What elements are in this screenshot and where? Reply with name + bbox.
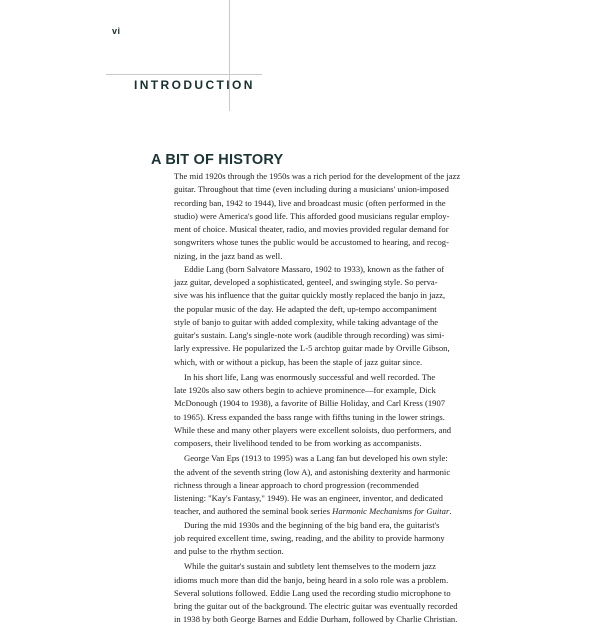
text-line: George Van Eps (1913 to 1995) was a Lang fan but developed his own style: (184, 453, 448, 464)
section-heading: A BIT OF HISTORY (151, 152, 284, 168)
paragraph (174, 170, 464, 263)
text-line: During the mid 1930s and the beginning of the big band era, the guitarist's (184, 519, 440, 530)
text-line: The mid 1920s through the 1950s was a rich period for the development of the jazz (174, 171, 461, 181)
text-segment: . (449, 506, 452, 517)
text-line: Several solutions followed. Eddie Lang used the recording studio microphone to (174, 587, 451, 598)
text-line: to 1965). Kress expanded the bass range with fifths tuning in the lower strings. (174, 411, 445, 422)
text-line: and pulse to the rhythm section. (174, 546, 284, 556)
book-title: Harmonic Mechanisms for Guitar (332, 506, 450, 517)
text-line: While the guitar's sustain and subtlety lent themselves to the modern jazz (184, 561, 436, 572)
text-line: larly expressive. He popularized the L-5 archtop guitar made by Orville Gibson, (174, 343, 450, 354)
text-line: guitar's sustain. Lang's single-note work (audible through recording) was simi- (174, 330, 445, 340)
paragraph (174, 263, 464, 369)
header-vertical-rule (229, 0, 230, 111)
chapter-title: INTRODUCTION (134, 78, 255, 92)
text-line: composers, their livelihood tended to be from working as accompanists. (174, 438, 422, 448)
text-line: in 1938 by both George Barnes and Eddie Durham, followed by Charlie Christian. (174, 614, 458, 625)
text-line: late 1920s also saw others begin to achieve prominence—for example, Dick (174, 385, 436, 395)
header-horizontal-rule (106, 74, 262, 75)
text-line: studio) were America's good life. This afforded good musicians regular employ- (174, 210, 450, 221)
text-line: the advent of the seventh string (low A), and astonishing dexterity and harmonic (174, 466, 451, 477)
text-line: style of banjo to guitar with added complexity, while taking advantage of the (174, 316, 439, 327)
paragraph (174, 371, 464, 451)
paragraph (174, 560, 464, 626)
text-line: jazz guitar, developed a sophisticated, genteel, and swinging style. So perva- (174, 277, 438, 287)
text-line: recording ban, 1942 to 1944), live and broadcast music (often performed in the (174, 197, 446, 208)
text-line: the popular music of the day. He adapted the deft, up-tempo accompaniment (174, 303, 437, 314)
text-line: which, with or without a pickup, has been the staple of jazz guitar since. (174, 356, 423, 367)
text-line: sive was his influence that the guitar quickly mostly replaced the banjo in jazz, (174, 290, 446, 301)
text-line: McDonough (1904 to 1938), a favorite of Billie Holiday, and Carl Kress (1907 (174, 398, 446, 409)
text-line-with-book-title (174, 505, 464, 518)
body-text (174, 170, 464, 627)
text-line: songwriters whose tunes the public would be accustomed to hearing, and recog- (174, 237, 449, 248)
text-line: While these and many other players were excellent soloists, duo performers, and (174, 424, 452, 435)
text-line: job required excellent time, swing, reading, and the ability to provide harmony (174, 532, 445, 543)
page-number: vi (112, 26, 121, 36)
text-line: nizing, in the jazz band as well. (174, 250, 283, 261)
paragraph (174, 452, 464, 518)
text-line: guitar. Throughout that time (even including during a musicians' union-imposed (174, 184, 449, 195)
text-line: richness through a linear approach to chord progression (recommended (174, 479, 419, 490)
text-line: listening: "Kay's Fantasy," 1949). He was an engineer, inventor, and dedicated (174, 493, 443, 503)
text-line: In his short life, Lang was enormously successful and well recorded. The (184, 371, 436, 382)
text-segment: teacher, and authored the seminal book series (174, 506, 333, 517)
text-line: bring the guitar out of the background. The electric guitar was eventually recorded (174, 601, 458, 611)
text-line: idioms much more than did the banjo, being heard in a solo role was a problem. (174, 574, 449, 585)
text-line: Eddie Lang (born Salvatore Massaro, 1902 to 1933), known as the father of (184, 263, 445, 274)
text-line: ment of choice. Musical theater, radio, and movies provided regular demand for (174, 224, 449, 234)
paragraph (174, 519, 464, 559)
